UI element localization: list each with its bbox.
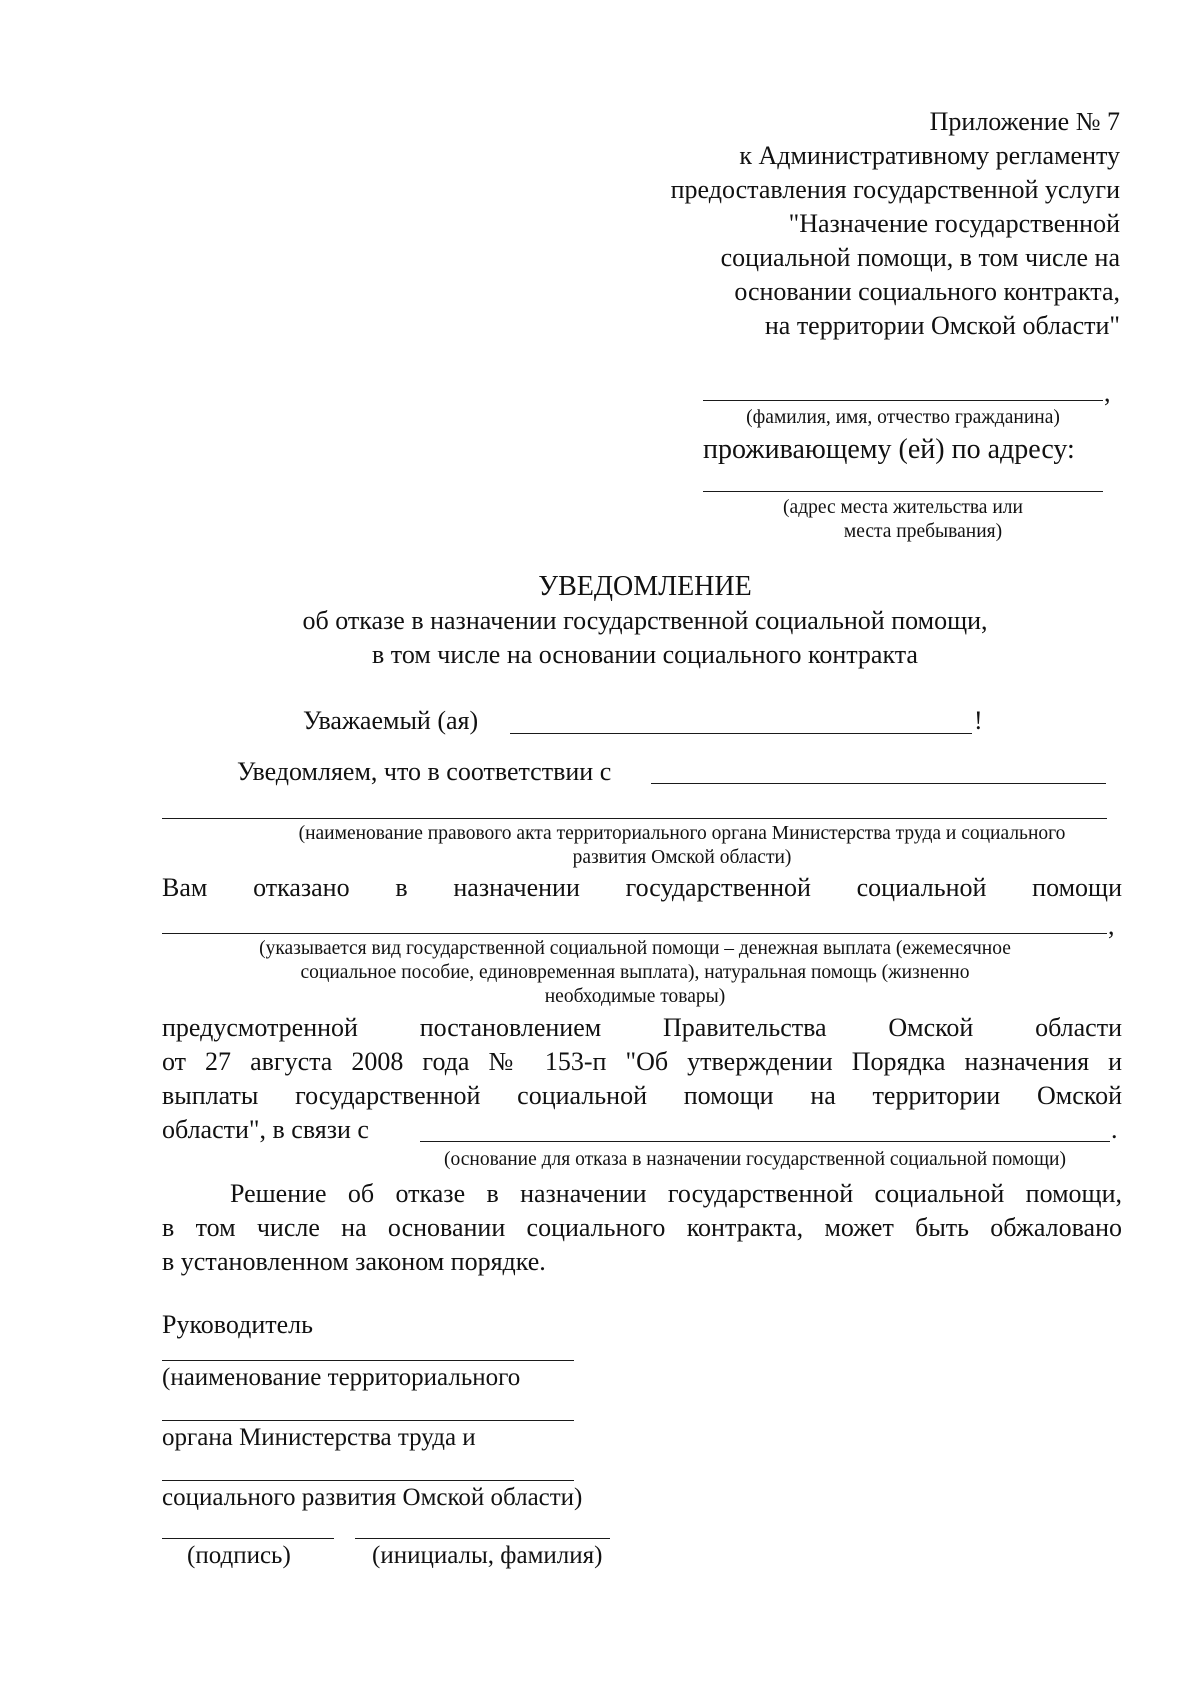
assistance-type-blank-line <box>162 933 1107 934</box>
assistance-type-hint-1: (указывается вид государственной социальной помощи – денежная выплата (ежемесячное <box>259 938 1011 959</box>
appendix-line-1: Приложение № 7 <box>929 107 1120 136</box>
greeting-exclamation: ! <box>974 706 983 735</box>
org-hint-3: социального развития Омской области) <box>162 1484 583 1511</box>
address-hint-1: (адрес места жительства или <box>783 497 1023 518</box>
paragraph-line-1: предусмотренной постановлением Правительства Омской области <box>162 1013 1122 1042</box>
decision-line-2: в том числе на основании социального контракта, может быть обжаловано <box>162 1213 1122 1242</box>
residing-label: проживающему (ей) по адресу: <box>703 434 1075 465</box>
refused-word: отказано <box>253 873 350 902</box>
appendix-line-7: на территории Омской области" <box>764 311 1120 340</box>
org-blank-line-2 <box>162 1420 574 1421</box>
legal-act-hint-2: развития Омской области) <box>572 847 792 868</box>
signature-blank-line <box>162 1538 334 1539</box>
refused-word: в <box>395 873 408 902</box>
name-blank-line <box>703 400 1103 401</box>
paragraph-line-2: от 27 августа 2008 года № 153-п "Об утверждении Порядка назначения и <box>162 1047 1122 1076</box>
paragraph-line-3: выплаты государственной социальной помощи на территории Омской <box>162 1081 1122 1110</box>
reason-blank-line <box>420 1141 1110 1142</box>
org-hint-2: органа Министерства труда и <box>162 1424 476 1451</box>
notify-blank-line <box>651 783 1106 784</box>
refused-word: Вам <box>162 873 208 902</box>
decision-line-3: в установленном законом порядке. <box>162 1247 546 1276</box>
document-subtitle-2: в том числе на основании социального контракта <box>372 640 918 669</box>
signature-head: Руководитель <box>162 1310 313 1339</box>
appendix-line-6: основании социального контракта, <box>734 277 1120 306</box>
refused-word: помощи <box>1032 873 1122 902</box>
document-title: УВЕДОМЛЕНИЕ <box>538 571 752 602</box>
name-comma: , <box>1104 378 1111 407</box>
appendix-line-4: "Назначение государственной <box>788 209 1120 238</box>
initials-blank-line <box>355 1538 610 1539</box>
address-blank-line <box>703 491 1103 492</box>
refused-word: социальной <box>856 873 987 902</box>
notify-label: Уведомляем, что в соответствии с <box>237 757 612 786</box>
initials-hint: (инициалы, фамилия) <box>372 1542 603 1569</box>
paragraph-period: . <box>1111 1115 1118 1144</box>
assistance-type-hint-2: социальное пособие, единовременная выплата), натуральная помощь (жизненно <box>300 962 970 983</box>
greeting-blank-line <box>510 733 972 734</box>
appendix-line-3: предоставления государственной услуги <box>670 175 1120 204</box>
decision-line-1: Решение об отказе в назначении государственной социальной помощи, <box>230 1179 1122 1208</box>
legal-act-blank-line <box>162 818 1107 819</box>
refused-word: государственной <box>625 873 811 902</box>
name-hint: (фамилия, имя, отчество гражданина) <box>746 407 1060 428</box>
org-blank-line-3 <box>162 1480 574 1481</box>
refused-line <box>162 872 1122 904</box>
paragraph-line-4: области", в связи с <box>162 1115 369 1144</box>
refused-comma: , <box>1108 911 1115 940</box>
appendix-line-5: социальной помощи, в том числе на <box>720 243 1120 272</box>
legal-act-hint-1: (наименование правового акта территориального органа Министерства труда и социального <box>298 823 1066 844</box>
document-subtitle-1: об отказе в назначении государственной социальной помощи, <box>302 606 988 635</box>
signature-hint: (подпись) <box>187 1542 291 1569</box>
assistance-type-hint-3: необходимые товары) <box>544 986 726 1007</box>
greeting-label: Уважаемый (ая) <box>303 706 479 735</box>
reason-hint: (основание для отказа в назначении государственной социальной помощи) <box>444 1149 1066 1170</box>
refused-word: назначении <box>453 873 580 902</box>
org-hint-1: (наименование территориального <box>162 1364 521 1391</box>
org-blank-line-1 <box>162 1360 574 1361</box>
address-hint-2: места пребывания) <box>843 521 1003 542</box>
appendix-line-2: к Административному регламенту <box>739 141 1120 170</box>
